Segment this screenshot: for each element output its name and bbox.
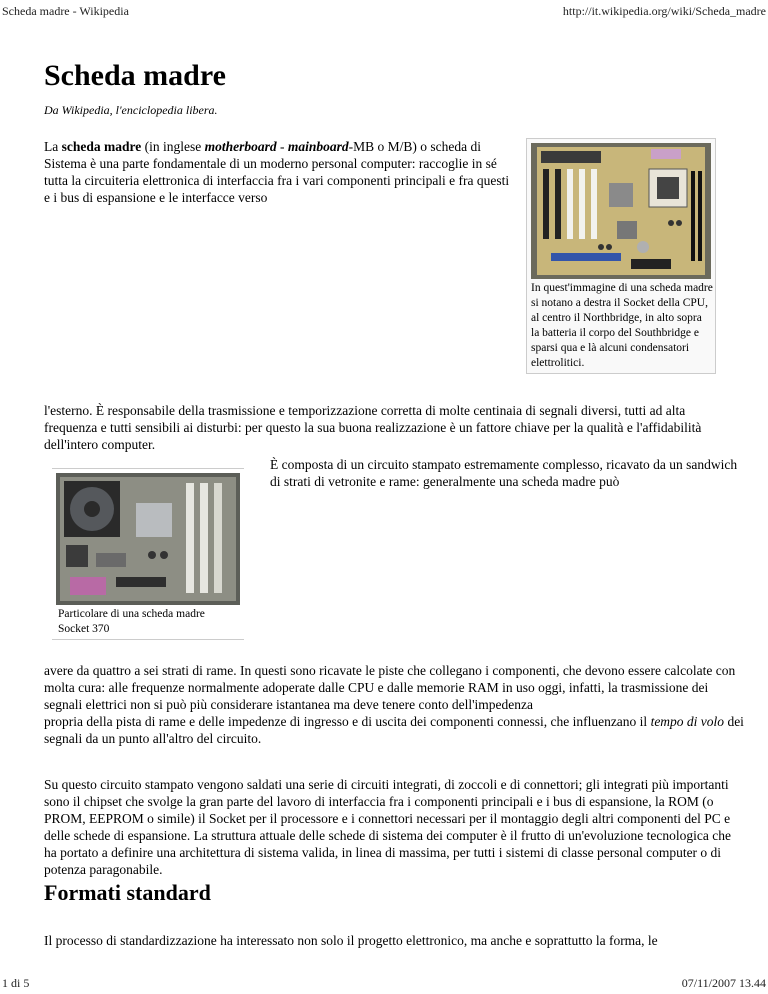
page-title: Scheda madre: [44, 59, 226, 92]
print-footer-page-count: 1 di 5: [2, 976, 30, 990]
motherboard-image[interactable]: [531, 143, 711, 279]
bold-italic-term-motherboard: motherboard: [204, 139, 277, 154]
body-paragraph-2: l'esterno. È responsabile della trasmissione e temporizzazione corretta di molte centinaia di segnali diversi, tutti ad alta frequenza e tutti sensibili ai disturbi: per questo la sua buona realizzazione è un fattore chiave per la qualità e l'affidabilità dell'intero computer.: [44, 403, 702, 452]
figure-caption: In quest'immagine di una scheda madre si notano a destra il Socket della CPU, al centro il Northbridge, in alto sopra la batteria il corpo del Southbridge e sparsi qua e là alcuni condensatori elettrolitici.: [531, 282, 713, 369]
socket-370-image[interactable]: [56, 473, 240, 605]
body-paragraph-4: avere da quattro a sei strati di rame. In questi sono ricavate le piste che collegano i componenti, che devono essere calcolate con molta cura: alle frequenze normalmente adoperate dalle CPU e dalle memorie RAM in uso oggi, infatti, la trasmissione dei segnali elettrici non si può più considerare istantanea ma deve tenere conto dell'impedenza propria della pista di rame e delle impedenze di ingresso e di uscita dei componenti connessi, che influenzano il tempo di volo dei segnali da un punto all'altro del circuito.: [44, 663, 744, 746]
print-footer-datetime: 07/11/2007 13.44: [681, 976, 766, 990]
bold-term-scheda-madre: scheda madre: [61, 139, 142, 154]
figure-socket-370: [52, 468, 244, 640]
figure-caption: Particolare di una scheda madre Socket 370: [58, 608, 205, 635]
body-paragraph-5: Su questo circuito stampato vengono saldati una serie di circuiti integrati, di zoccoli e di connettori; gli integrati più importanti sono il chipset che svolge la gran parte del lavoro di interfaccia fra i componenti principali e i bus di espansione, la ROM (o PROM, EEPROM o simile) il Socket per il processore e i connettori necessari per il montaggio degli altri componenti del PC e delle schede di espansione. La struttura attuale delle schede di sistema dei computer è il frutto di un'evoluzione tecnologica che ha portato a definire una architettura di sistema valida, in linea di massima, per tutti i sistemi di classe personal computer o di potenza paragonabile.: [44, 777, 731, 877]
print-header-title: Scheda madre - Wikipedia: [2, 4, 129, 18]
italic-term-tempo-di-volo: tempo di volo: [650, 714, 725, 729]
figure-motherboard: [526, 138, 716, 374]
body-paragraph-6: Il processo di standardizzazione ha interessato non solo il progetto elettronico, ma anche e soprattutto la forma, le: [44, 933, 658, 948]
bold-italic-term-mainboard: mainboard: [287, 139, 349, 154]
section-heading-formati-standard: Formati standard: [44, 880, 211, 905]
site-tagline: Da Wikipedia, l'enciclopedia libera.: [44, 103, 218, 117]
intro-paragraph: La scheda madre (in inglese motherboard - mainboard-MB o M/B) o scheda di Sistema è una parte fondamentale di un moderno personal computer: raccoglie in sé tutta la circuiteria elettronica di interfaccia fra i vari componenti principali e fra questi e i bus di espansione e le interfacce verso: [44, 139, 510, 205]
body-paragraph-3: È composta di un circuito stampato estremamente complesso, ricavato da un sandwich di strati di vetronite e rame: generalmente una scheda madre può: [270, 457, 738, 489]
print-header-url: http://it.wikipedia.org/wiki/Scheda_madre: [562, 4, 766, 18]
